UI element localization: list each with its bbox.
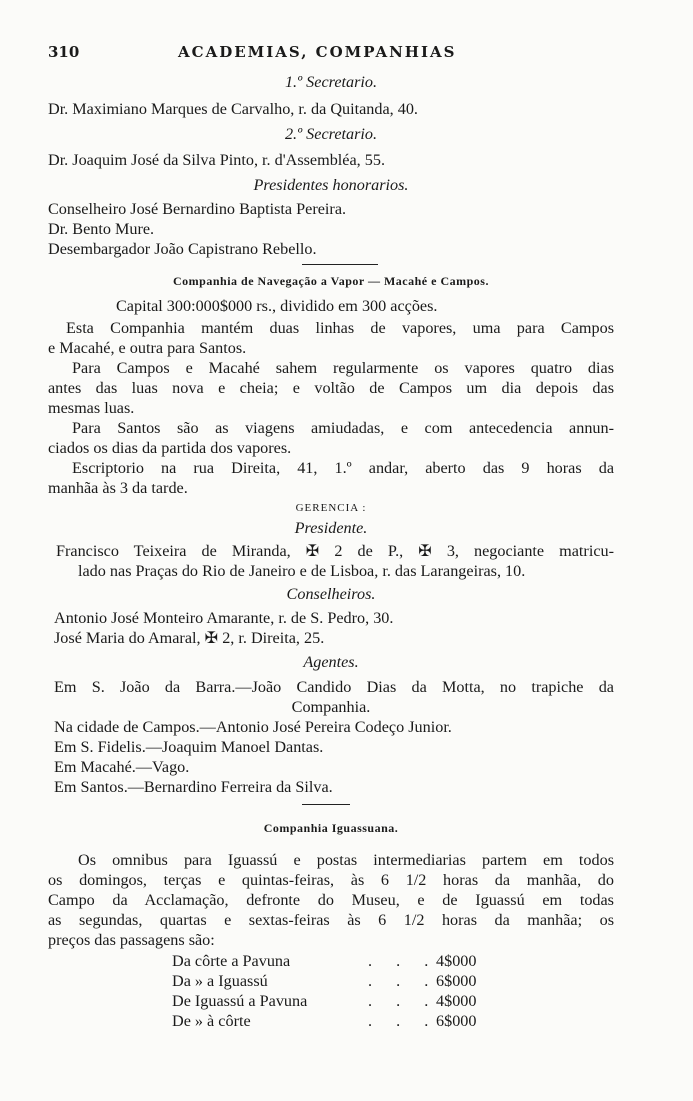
section-divider: [302, 264, 378, 265]
page-number: 310: [48, 43, 80, 61]
agent-entry: Em Santos.—Bernardino Ferreira da Silva.: [54, 778, 333, 796]
fare-leader-dots: . . .: [368, 992, 439, 1010]
honorary-heading: Presidentes honorarios.: [253, 176, 409, 194]
agents-heading: Agentes.: [303, 653, 359, 671]
iguassuana-paragraph-line: os domingos, terças e quintas-feiras, às 6 1/2 horas da manhãa, do: [48, 871, 614, 889]
second-secretary-heading: 2.º Secretario.: [284, 125, 378, 143]
agent-entry: Companhia.: [291, 698, 371, 716]
fare-leader-dots: . . .: [368, 952, 439, 970]
iguassuana-paragraph-line: preços das passagens são:: [48, 931, 215, 949]
fare-price: 6$000: [436, 972, 477, 990]
fare-price: 4$000: [436, 992, 477, 1010]
running-title: ACADEMIAS, COMPANHIAS: [178, 43, 457, 61]
iguassuana-section-title: Companhia Iguassuana.: [263, 821, 399, 835]
macahe-paragraph-line: e Macahé, e outra para Santos.: [48, 339, 247, 357]
macahe-paragraph-line: ciados os dias da partida dos vapores.: [48, 439, 292, 457]
counsellor-entry: Antonio José Monteiro Amarante, r. de S. Pedro, 30.: [54, 609, 394, 627]
agent-entry: Em Macahé.—Vago.: [54, 758, 190, 776]
second-secretary: Dr. Joaquim José da Silva Pinto, r. d'Assembléa, 55.: [48, 151, 385, 169]
macahe-paragraph-line: Para Santos são as viagens amiudadas, e com antecedencia annun-: [72, 419, 614, 437]
honorary-member: Dr. Bento Mure.: [48, 220, 155, 238]
honorary-member: Conselheiro José Bernardino Baptista Pereira.: [48, 200, 347, 218]
iguassuana-paragraph-line: Campo da Acclamação, defronte do Museu, e de Iguassú em todas: [48, 891, 614, 909]
fare-route: De Iguassú a Pavuna: [172, 992, 308, 1010]
fare-price: 6$000: [436, 1012, 477, 1030]
macahe-paragraph-line: antes das luas nova e cheia; e voltão de Campos um dia depois das: [48, 379, 614, 397]
macahe-paragraph-line: mesmas luas.: [48, 399, 135, 417]
macahe-paragraph-line: Para Campos e Macahé sahem regularmente os vapores quatro dias: [72, 359, 614, 377]
counsellors-heading: Conselheiros.: [286, 585, 376, 603]
president-entry: lado nas Praças do Rio de Janeiro e de Lisboa, r. das Larangeiras, 10.: [78, 562, 526, 580]
fare-price: 4$000: [436, 952, 477, 970]
first-secretary: Dr. Maximiano Marques de Carvalho, r. da Quitanda, 40.: [48, 100, 418, 118]
macahe-paragraph-line: Escriptorio na rua Direita, 41, 1.º andar, aberto das 9 horas da: [72, 459, 614, 477]
counsellor-entry: José Maria do Amaral, ✠ 2, r. Direita, 25.: [54, 629, 325, 647]
agent-entry: Em S. Fidelis.—Joaquim Manoel Dantas.: [54, 738, 324, 756]
honorary-member: Desembargador João Capistrano Rebello.: [48, 240, 317, 258]
president-heading: Presidente.: [294, 519, 368, 537]
macahe-paragraph-line: Esta Companhia mantém duas linhas de vapores, uma para Campos: [66, 319, 614, 337]
macahe-paragraph-line: manhãa às 3 da tarde.: [48, 479, 188, 497]
agent-entry: Na cidade de Campos.—Antonio José Pereira Codeço Junior.: [54, 718, 452, 736]
section-divider: [302, 804, 350, 805]
fare-route: De » à côrte: [172, 1012, 251, 1030]
fare-leader-dots: . . .: [368, 1012, 439, 1030]
fare-route: Da » a Iguassú: [172, 972, 268, 990]
iguassuana-paragraph-line: as segundas, quartas e sextas-feiras às 6 1/2 horas da manhãa; os: [48, 911, 614, 929]
president-entry: Francisco Teixeira de Miranda, ✠ 2 de P., ✠ 3, negociante matricu-: [56, 542, 614, 560]
fare-route: Da côrte a Pavuna: [172, 952, 291, 970]
iguassuana-paragraph-line: Os omnibus para Iguassú e postas intermediarias partem em todos: [78, 851, 614, 869]
macahe-section-title: Companhia de Navegação a Vapor — Macahé e Campos.: [173, 274, 489, 288]
fare-leader-dots: . . .: [368, 972, 439, 990]
agent-entry: Em S. João da Barra.—João Candido Dias da Motta, no trapiche da: [54, 678, 614, 696]
first-secretary-heading: 1.º Secretario.: [284, 73, 378, 91]
macahe-capital: Capital 300:000$000 rs., dividido em 300 acções.: [116, 297, 438, 315]
gerencia-heading: GERENCIA :: [295, 502, 367, 514]
